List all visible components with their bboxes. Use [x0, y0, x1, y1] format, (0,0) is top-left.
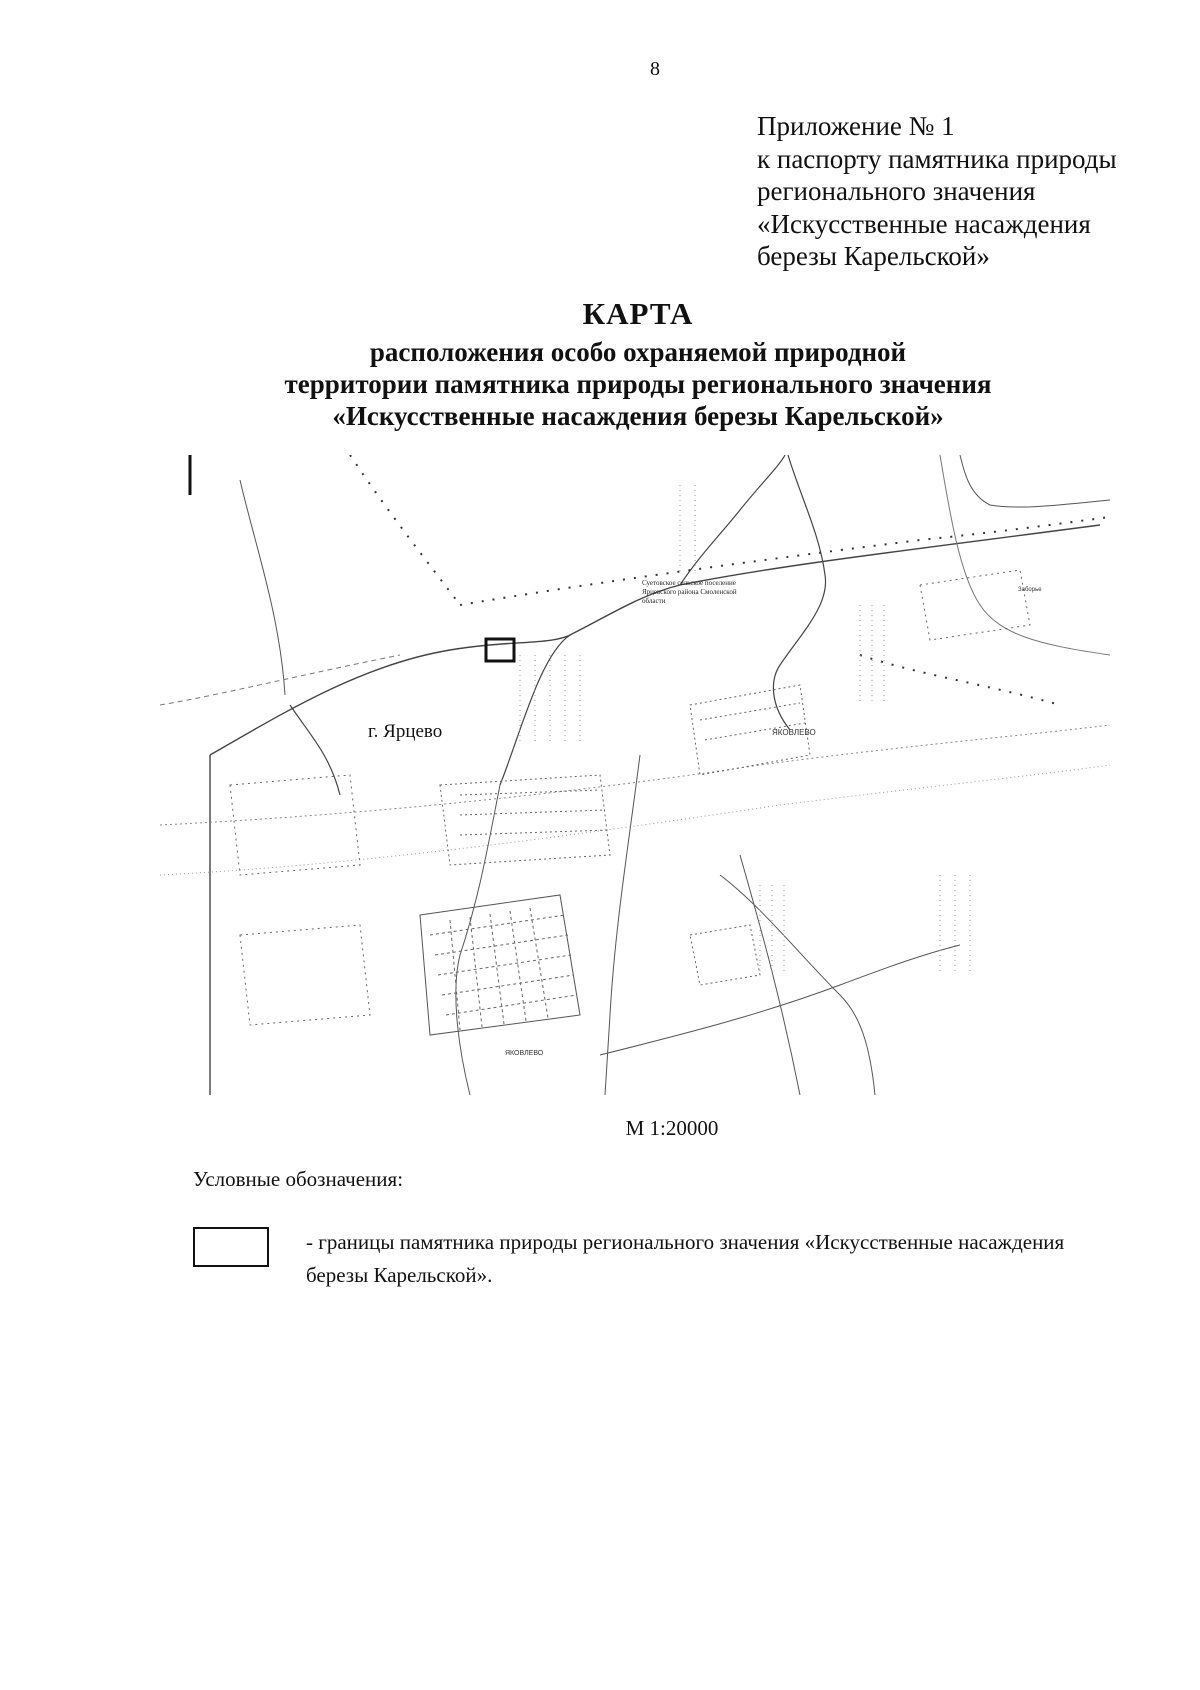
dotted-line: [460, 517, 1110, 605]
city-label: г. Ярцево: [368, 721, 443, 742]
road: [210, 525, 1100, 755]
bottom-label: ЯКОВЛЕВО: [505, 1050, 544, 1057]
title-line: территории памятника природы регионального значения: [284, 369, 992, 399]
title-line: расположения особо охраняемой природной: [369, 337, 907, 367]
road: [960, 455, 1110, 507]
small-label: Заборье: [1018, 587, 1042, 593]
title-main: КАРТА: [582, 296, 694, 331]
road: [740, 855, 800, 1095]
page-number: 8: [650, 58, 660, 80]
road: [160, 655, 400, 705]
settlement-label-line: Ярцевского района Смоленской: [642, 588, 737, 596]
legend-boundary-symbol: [193, 1227, 269, 1267]
road: [290, 705, 340, 795]
appendix-line: березы Карельской»: [757, 241, 990, 271]
road: [720, 875, 875, 1095]
road: [940, 455, 1110, 655]
road: [600, 945, 960, 1055]
appendix-line: Приложение № 1: [757, 111, 955, 141]
road: [680, 455, 785, 585]
appendix-line: к паспорту памятника природы: [757, 143, 1117, 174]
village-label: ЯКОВЛЕВО: [772, 728, 816, 737]
document-title: [0, 296, 1200, 432]
appendix-note: [757, 110, 1117, 273]
legend-item-text: - границы памятника природы регионального значения «Искусственные насаждения березы Карельской».: [306, 1230, 1065, 1287]
appendix-line: «Искусственные насаждения: [757, 208, 1091, 239]
road: [160, 765, 1110, 875]
dotted-line: [350, 455, 460, 605]
road: [773, 455, 825, 730]
legend-heading: Условные обозначения:: [193, 1167, 404, 1191]
map-scale: М 1:20000: [625, 1116, 719, 1140]
settlement-label-line: Суетовское сельское поселение: [642, 579, 736, 587]
appendix-line: регионального значения: [757, 176, 1036, 206]
dotted-line: [860, 655, 1060, 705]
settlement-label-line: области: [642, 597, 666, 605]
city-blocks: [230, 570, 1030, 1035]
road: [160, 725, 1110, 825]
location-map: [160, 455, 1110, 1095]
title-line: «Искусственные насаждения березы Карельской»: [332, 401, 944, 431]
road: [240, 480, 285, 695]
road: [605, 755, 640, 1095]
protected-area-boundary: [486, 639, 514, 661]
